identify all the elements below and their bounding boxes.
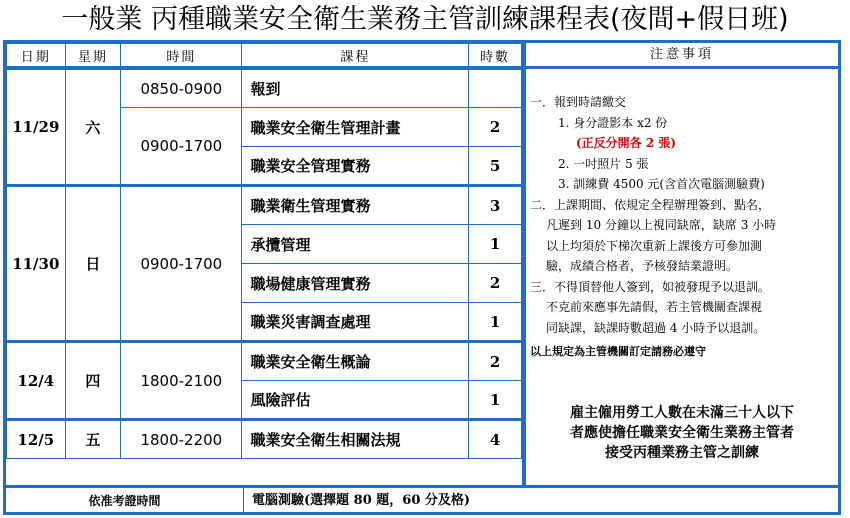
header-time: 時間 [121, 44, 242, 69]
course-cell: 職業安全管理實務 [242, 147, 469, 186]
note-bold-reminder: 以上規定為主管機關訂定請務必遵守 [530, 345, 706, 358]
time-cell: 0900-1700 [121, 186, 242, 342]
course-cell: 風險評估 [242, 381, 469, 420]
header-hours: 時數 [469, 44, 522, 69]
day-cell: 四 [65, 342, 121, 420]
hours-cell: 2 [469, 108, 522, 147]
exam-time-label: 依准考證時間 [88, 494, 161, 508]
day-cell: 日 [65, 186, 121, 342]
note-3-line3: 同缺課，缺課時數超過 4 小時予以退訓。 [546, 320, 766, 335]
hours-cell: 3 [469, 186, 522, 225]
date-cell: 11/29 [7, 69, 66, 186]
date-cell: 11/30 [7, 186, 66, 342]
hours-cell: 4 [469, 420, 522, 459]
hours-cell: 1 [469, 381, 522, 420]
hours-cell: 5 [469, 147, 522, 186]
course-cell: 職業衛生管理實務 [242, 186, 469, 225]
notes-header: 注意事項 [649, 47, 714, 62]
date-cell: 12/5 [7, 420, 66, 459]
note-2-line2: 凡遲到 10 分鐘以上視同缺席，缺席 3 小時 [546, 218, 777, 232]
course-cell: 報到 [242, 69, 469, 108]
note-1c: 3. 訓練費 4500 元(含首次電腦測驗費) [558, 177, 765, 191]
note-2-line1: 二．上課期間、依規定全程辦理簽到、點名， [530, 197, 771, 212]
note-2-line3: 以上均須於下梯次重新上課後方可參加測 [546, 238, 763, 253]
notes-panel [530, 92, 836, 363]
time-cell: 0850-0900 [121, 69, 242, 108]
day-cell: 六 [65, 69, 121, 186]
page-title: 一般業 丙種職業安全衛生業務主管訓練課程表(夜間+假日班) [61, 4, 789, 35]
header-day: 星期 [65, 44, 121, 69]
course-cell: 職業災害調查處理 [242, 303, 469, 342]
time-cell: 0900-1700 [121, 108, 242, 186]
table-row [7, 342, 522, 381]
table-row [7, 420, 522, 459]
course-cell: 職業安全衛生管理計畫 [242, 108, 469, 147]
time-cell: 1800-2100 [121, 342, 242, 420]
table-header-row [7, 44, 522, 69]
schedule-table [6, 43, 522, 459]
time-cell: 1800-2200 [121, 420, 242, 459]
note-1b: 2. 一吋照片 5 張 [558, 156, 649, 171]
course-cell: 職業安全衛生概論 [242, 342, 469, 381]
day-cell: 五 [65, 420, 121, 459]
header-course: 課程 [242, 44, 469, 69]
exam-description: 電腦測驗(選擇題 80 題，60 分及格) [243, 488, 839, 514]
note-3-line2: 不克前來應事先請假，若主管機關查課視 [546, 300, 763, 314]
note-2-line4: 驗，成績合格者，予核發結業證明。 [546, 259, 739, 273]
table-row [7, 186, 522, 225]
final-note-line1: 雇主僱用勞工人數在未滿三十人以下 [570, 405, 794, 421]
hours-cell: 1 [469, 303, 522, 342]
note-1: 一．報到時請繳交 [530, 95, 627, 109]
header-date: 日期 [7, 44, 66, 69]
table-row [7, 69, 522, 108]
note-1a-red: (正反分開各 2 張) [576, 136, 677, 150]
course-cell: 承攬管理 [242, 225, 469, 264]
hours-cell: 1 [469, 225, 522, 264]
final-note-line2: 者應使擔任職業安全衛生業務主管者 [570, 425, 794, 441]
course-cell: 職業安全衛生相關法規 [242, 420, 469, 459]
course-cell: 職場健康管理實務 [242, 264, 469, 303]
final-note [526, 403, 838, 463]
note-1a: 1. 身分證影本 x2 份 [558, 115, 668, 130]
note-3-line1: 三．不得頂替他人簽到，如被發現予以退訓。 [530, 279, 771, 294]
hours-cell: 2 [469, 264, 522, 303]
final-note-line3: 接受丙種業務主管之訓練 [605, 445, 759, 461]
hours-cell: 2 [469, 342, 522, 381]
hours-cell [469, 69, 522, 108]
date-cell: 12/4 [7, 342, 66, 420]
